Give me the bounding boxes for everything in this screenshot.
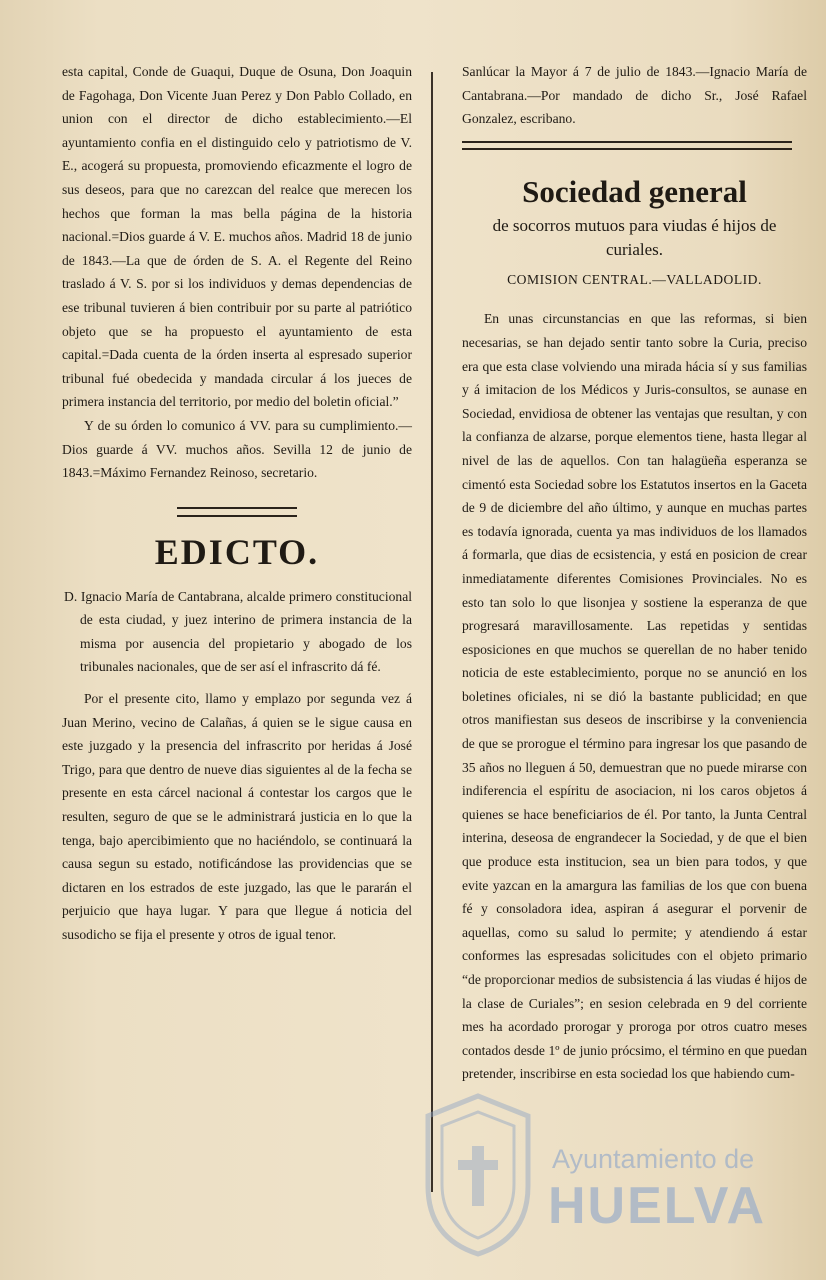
sociedad-heading: Sociedad general [522, 173, 747, 209]
sociedad-subheading: de socorros mutuos para viudas é hijos de curiales. [492, 215, 777, 259]
huelva-watermark [548, 1140, 778, 1270]
comision-heading: COMISION CENTRAL.—VALLADOLID. [507, 271, 762, 287]
section-separator-wide [462, 141, 792, 150]
edicto-signature-paragraph: Sanlúcar la Mayor á 7 de julio de 1843.—Ignacio María de Cantabrana.—Por mandado de dicho Sr., José Rafael Gonzalez, escribano. [462, 64, 807, 127]
coat-of-arms-watermark-icon [418, 1090, 538, 1260]
edicto-intro-paragraph: D. Ignacio María de Cantabrana, alcalde primero constitucional de esta ciudad, y juez interino de primera instancia de la misma por ausencia del propietario y abogado de los tribunales nacionales, que de ser así el infrascrito dá fé. [64, 588, 412, 675]
section-separator [177, 507, 297, 517]
right-column [462, 60, 807, 1086]
left-column [62, 60, 412, 947]
sociedad-body-paragraph: En unas circunstancias en que las reformas, si bien necesarias, se han dejado sentir tanto sobre la Curia, preciso era que esta clase volviendo una mirada hácia sí y sus familias y á imitacion de los Médicos y Juris-consultos, se aunase en Sociedad, envidiosa de obtener las ventajas que resultan, y con la confianza de alzarse, porque elementos tiene, hasta llegar al nivel de las de aquellos. Con tan halagüeña esperanza se cimentó esta Sociedad sobre los Estatutos insertos en la Gaceta de 9 de diciembre del año último, y aunque en muchas partes es todavía ignorada, cuenta ya mas individuos de los llamados á formarla, que dias de ecsistencia, y está en posicion de crear inmediatamente diferentes Comisiones Provinciales. No es esto tan solo lo que lisonjea y sostiene la esperanza de que progresará maravillosamente. Las repetidas y sentidas esposiciones en que muchos se querellan de no haber tenido noticia de este establecimiento, porque no se anunció en los boletines oficiales, ni se dió la bastante publicidad; en que otros manifiestan sus deseos de inscribirse y la conveniencia de que se prorogue el término para ingresar los que pasando de 35 años no lleguen á 50, demuestran que no puede mirarse con indiferencia el espíritu de asociacion, ni los caros objetos á quienes se hace beneficiarios de él. Por tanto, la Junta Central interina, deseosa de engrandecer la Sociedad, y de que el bien que produce esta institucion, sea un bien para todos, y que evite yazcan en la amargura las familias de los que con buena fé y consoladora idea, aspiran á asegurar el porvenir de aquellas, como su salud lo permite; y atendiendo á estar conformes las espresadas solicitudes con el objeto primario “de proporcionar medios de subsistencia á las viudas é hijos de la clase de Curiales”; en sesion celebrada en 9 del corriente mes ha acordado prorogar y proroga por otros cuatro meses contados desde 1º de junio prócsimo, el término en que puedan pretender, inscribirse en esta sociedad los que habiendo cum- [462, 311, 807, 1082]
column-divider [431, 72, 433, 1192]
watermark-line-1: Ayuntamiento de [552, 1144, 755, 1174]
watermark-line-2: HUELVA [548, 1177, 767, 1235]
edicto-body-paragraph: Por el presente cito, llamo y emplazo por segunda vez á Juan Merino, vecino de Calañas, á quien se le sigue causa en este juzgado y la presencia del infrascrito por heridas á José Trigo, para que dentro de nueve dias siguientes al de la fecha se presente en esta cárcel nacional á contestar los cargos que le resulten, seguro de que se le administrará justicia en lo que la tenga, bajo apercibimiento que no haciéndolo, se continuará la causa segun su estado, notificándose las providencias que se dictaren en los estrados de este juzgado, las que le pararán el perjuicio que haya lugar. Y para que llegue á noticia del susodicho se fija el presente y otros de igual tenor. [62, 691, 412, 942]
left-continuation-paragraph: esta capital, Conde de Guaqui, Duque de Osuna, Don Joaquin de Fagohaga, Don Vicente Juan Perez y Don Pablo Collado, en union con el director de dicho establecimiento.—El ayuntamiento confia en el distinguido celo y patriotismo de V. E., acogerá su propuesta, promoviendo eficazmente el logro de sus deseos, para que no carezcan del realce que merecen los hechos que forman la mas bella página de la historia nacional.=Dios guarde á V. E. muchos años. Madrid 18 de junio de 1843.—La que de órden de S. A. el Regente del Reino traslado á V. S. por si los individuos y demas dependencias de ese tribunal tuvieren á bien contribuir por su parte al patriótico objeto que se ha propuesto el ayuntamiento de esta capital.=Dada cuenta de la órden inserta al espresado superior tribunal fué obedecida y mandada circular á los jueces de primera instancia del territorio, por medio del boletin oficial.” [62, 64, 412, 410]
edicto-heading: EDICTO. [154, 531, 320, 572]
left-closing-paragraph: Y de su órden lo comunico á VV. para su cumplimiento.—Dios guarde á VV. muchos años. Sevilla 12 de junio de 1843.=Máximo Fernandez Reinoso, secretario. [62, 417, 412, 481]
